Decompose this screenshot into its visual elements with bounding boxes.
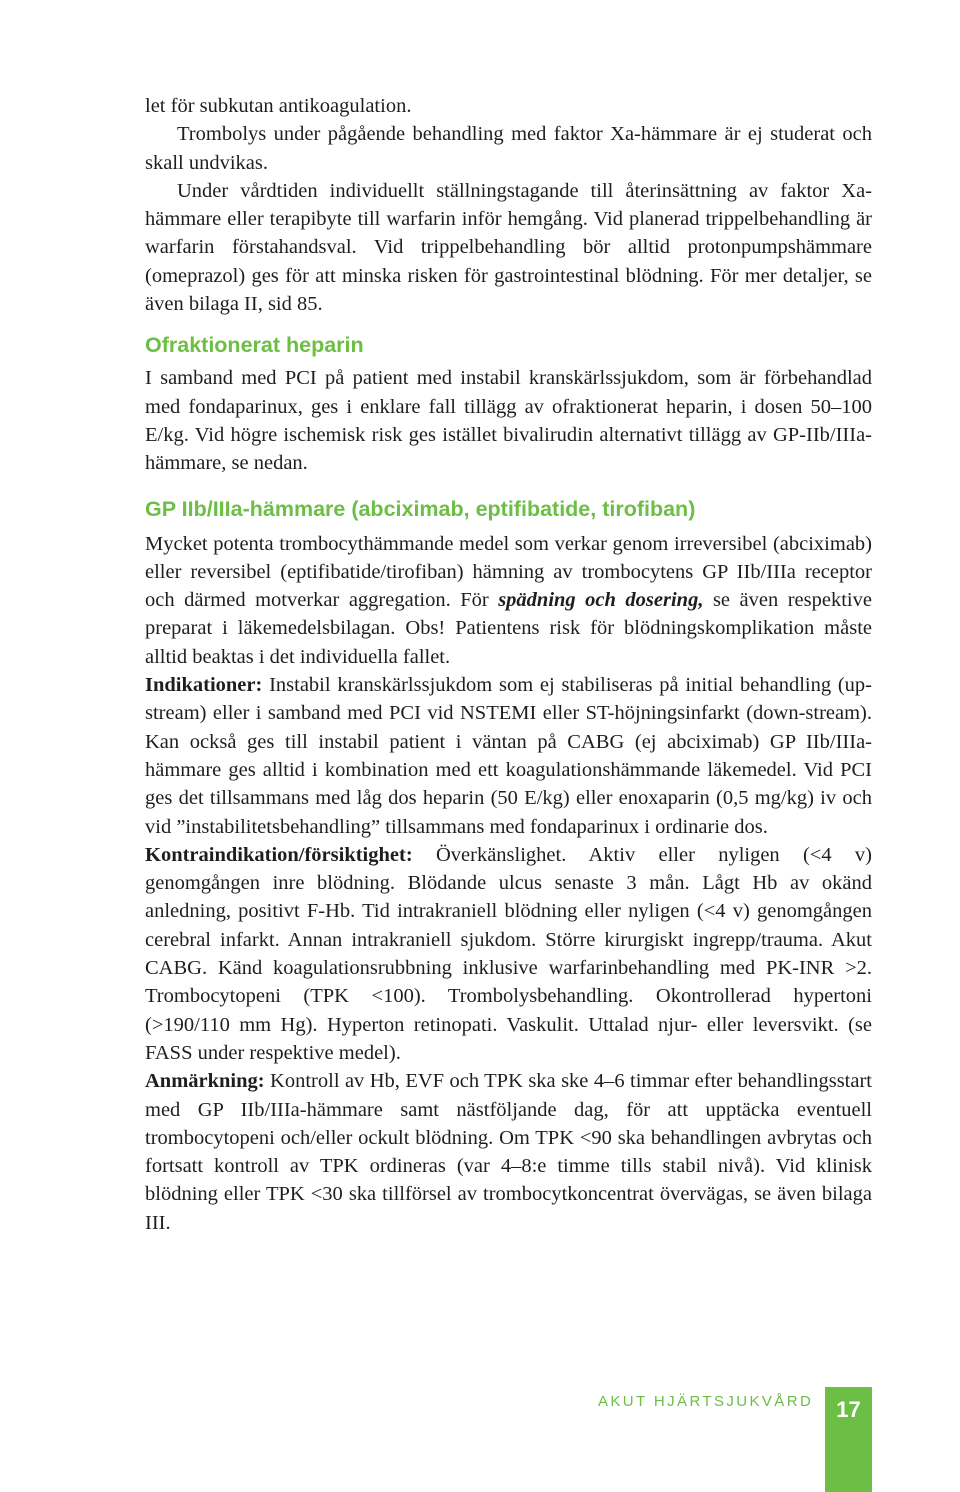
indikationer-paragraph xyxy=(145,671,872,841)
intro-line-1: let för subkutan antikoagulation. xyxy=(145,95,412,117)
indikationer-label: Indikationer: xyxy=(145,674,263,697)
anmarkning-text: Kontroll av Hb, EVF och TPK ska ske 4–6 timmar efter behandlingsstart med GP IIb/IIIa-hämmare samt nästföljande dag, för att upptäcka eventuell trombocytopeni och/eller ockult blödning. Om TPK <90 ska behandlingen avbrytas och fortsatt kontroll av TPK ordineras (var 4–8:e timme tills stabil nivå). Vid klinisk blödning eller TPK <30 ska tillförsel av trombocytkoncentrat övervägas, se även bilaga III. xyxy=(145,1070,872,1234)
indikationer-text: Instabil kranskärlssjukdom som ej stabiliseras på initial behandling (up-stream) eller i samband med PCI vid NSTEMI eller ST-höjningsinfarkt (down-stream). Kan också ges till instabil patient i väntan på CABG (ej abciximab) GP IIb/IIIa-hämmare ges alltid i kombination med ett koagulationshämmande läkemedel. Vid PCI ges det tillsammans med låg dos heparin (50 E/kg) eller enoxaparin (0,5 mg/kg) iv och vid ”instabilitetsbehandling” tillsammans med fondaparinux i ordinarie dos. xyxy=(145,674,872,838)
section2-p1-text-a: Mycket potenta trombocythämmande medel som verkar genom irreversibel (abciximab) eller reversibel (eptifibatide/tirofiban) hämning av trombocytens GP IIb/IIIa receptor och därmed motverkar aggregation. För xyxy=(145,532,872,612)
anmarkning-label: Anmärkning: xyxy=(145,1070,265,1093)
heading-ofraktionerat-heparin: Ofraktionerat heparin xyxy=(145,333,364,358)
emphasis-spadning-dosering: spädning och dosering, xyxy=(498,589,704,612)
intro-paragraph-3a: Under vårdtiden individuellt ställningstagande till återinsättning av faktor Xa-hämmare eller terapibyte till warfarin inför hemgång. Vid planerad trippelbehandling är warfarin förstahandsval. xyxy=(145,179,872,259)
intro-paragraph-2: Trombolys under pågående behandling med faktor Xa-hämmare är ej studerat och skall undvikas. xyxy=(145,123,872,174)
kontraindikation-text: Överkänslighet. Aktiv eller nyligen (<4 v) genomgången inre blödning. Blödande ulcus senaste 3 mån. Lågt Hb av okänd anledning, positivt F-Hb. Tid intrakraniell blödning eller nyligen (<4 v) genomgången cerebral infarkt. Annan intrakraniell sjukdom. Större kirurgiskt ingrepp/trauma. Akut CABG. Känd koagulationsrubbning inklusive warfarinbehandling med PK-INR >2. Trombocytopeni (TPK <100). Trombolysbehandling. Okontrollerad hypertoni (>190/110 mm Hg). Hyperton retinopati. Vaskulit. Uttalad njur- eller leversvikt. (se FASS under respektive medel). xyxy=(145,843,872,1064)
section2-paragraph-1 xyxy=(145,530,872,671)
intro-paragraph-3 xyxy=(145,177,872,318)
running-footer-title: AKUT HJÄRTSJUKVÅRD xyxy=(598,1393,814,1410)
section2-p1-text-b: se även respektive preparat i läkemedelsbilagan. Obs! Patientens risk för blödningskomplikation måste alltid beaktas i det individuella fallet. xyxy=(145,589,872,668)
heading-gp-iib-iiia: GP IIb/IIIa-hämmare (abciximab, eptifibatide, tirofiban) xyxy=(145,496,696,521)
page-number: 17 xyxy=(825,1387,872,1492)
kontraindikation-label: Kontraindikation/försiktighet: xyxy=(145,843,413,866)
anmarkning-paragraph xyxy=(145,1067,872,1237)
section1-body: I samband med PCI på patient med instabil kranskärlssjukdom, som är förbehandlad med fondaparinux, ges i enklare fall tillägg av ofraktionerat heparin, i dosen 50–100 E/kg. Vid högre ischemisk risk ges istället bivalirudin alternativt tillägg av GP-IIb/IIIa-hämmare, se nedan. xyxy=(145,367,872,475)
intro-paragraph-3b: Vid trippelbehandling bör alltid protonpumpshämmare (omeprazol) ges för att minska risken för gastrointestinal blödning. För mer detaljer, se även bilaga II, sid 85. xyxy=(145,236,872,316)
kontraindikation-paragraph xyxy=(145,841,872,1067)
page-content xyxy=(145,92,872,1237)
